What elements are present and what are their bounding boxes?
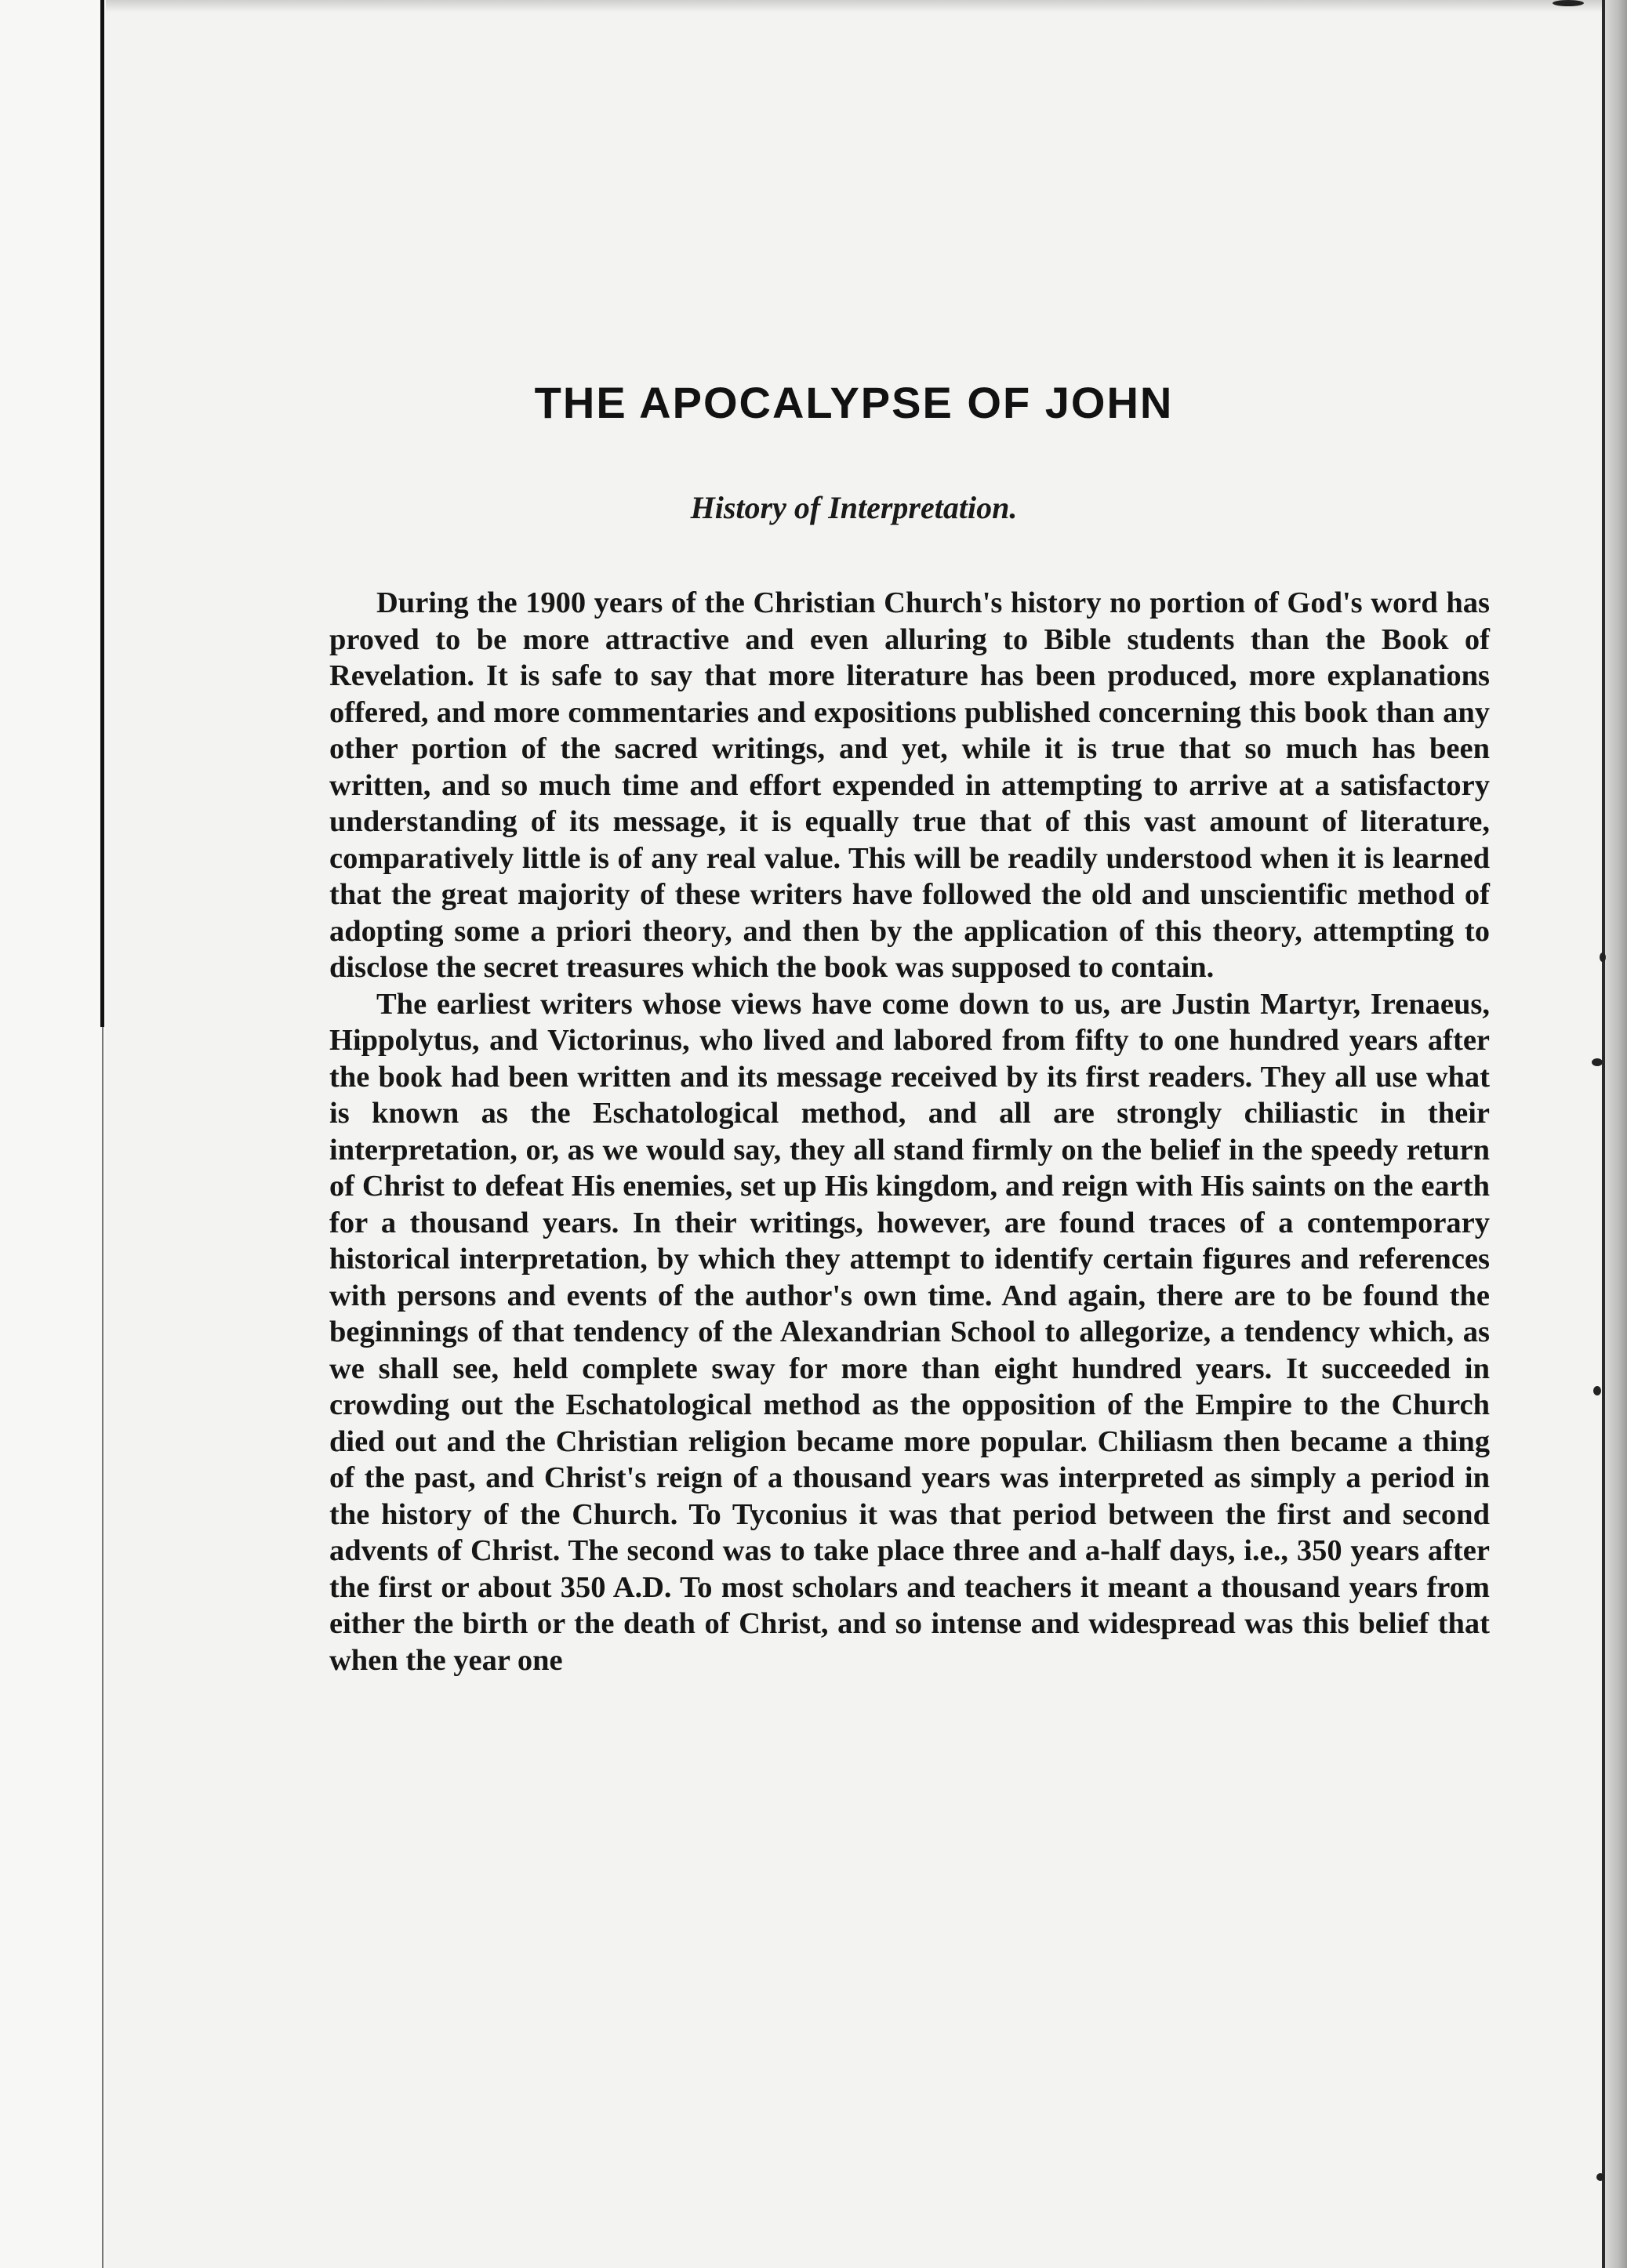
scan-speck	[1600, 953, 1606, 962]
paragraph: The earliest writers whose views have come down to us, are Justin Martyr, Irenaeus, Hippolytus, and Victorinus, who lived and labored from fifty to one hundred years after the book had been written and its message received by its first readers. They all use what is known as the Eschatological method, and all are strongly chiliastic in their interpretation, or, as we would say, they all stand firmly on the belief in the speedy return of Christ to defeat His enemies, set up His kingdom, and reign with His saints on the earth for a thousand years. In their writings, however, are found traces of a contemporary historical interpretation, by which they attempt to identify certain figures and references with persons and events of the author's own time. And again, there are to be found the beginnings of that tendency of the Alexandrian School to allegorize, a tendency which, as we shall see, held complete sway for more than eight hundred years. It succeeded in crowding out the Eschatological method as the opposition of the Empire to the Church died out and the Christian religion became more popular. Chiliasm then became a thing of the past, and Christ's reign of a thousand years was interpreted as simply a period in the history of the Church. To Tyconius it was that period between the first and second advents of Christ. The second was to take place three and a-half days, i.e., 350 years after the first or about 350 A.D. To most scholars and teachers it meant a thousand years from either the birth or the death of Christ, and so intense and widespread was this belief that when the year one	[329, 987, 1490, 1677]
document-title: THE APOCALYPSE OF JOHN	[534, 378, 1174, 427]
page-content	[106, 13, 1602, 2268]
paragraph: During the 1900 years of the Christian Church's history no portion of God's word has proved to be more attractive and even alluring to Bible students than the Book of Revelation. It is safe to say that more literature has been produced, more explanations offered, and more commentaries and expositions published concerning this book than any other portion of the sacred writings, and yet, while it is true that so much has been written, and so much time and effort expended in attempting to arrive at a satisfactory understanding of its message, it is equally true that of this vast amount of literature, comparatively little is of any real value. This will be readily understood when it is learned that the great majority of these writers have followed the old and unscientific method of adopting some a priori theory, and then by the application of this theory, attempting to disclose the secret treasures which the book was supposed to contain.	[329, 586, 1490, 984]
binding-edge-line	[100, 0, 104, 1027]
scan-speck	[1592, 1058, 1603, 1066]
scan-speck	[1553, 0, 1584, 6]
right-page-edge	[1605, 0, 1627, 2268]
scan-speck	[1593, 1386, 1601, 1395]
binding-edge-line-lower	[102, 1027, 104, 2268]
document-subtitle: History of Interpretation.	[690, 490, 1018, 525]
top-shadow	[106, 0, 1602, 13]
scan-speck	[1596, 2173, 1604, 2181]
binding-margin	[0, 0, 106, 2268]
body-text	[329, 585, 1490, 1678]
